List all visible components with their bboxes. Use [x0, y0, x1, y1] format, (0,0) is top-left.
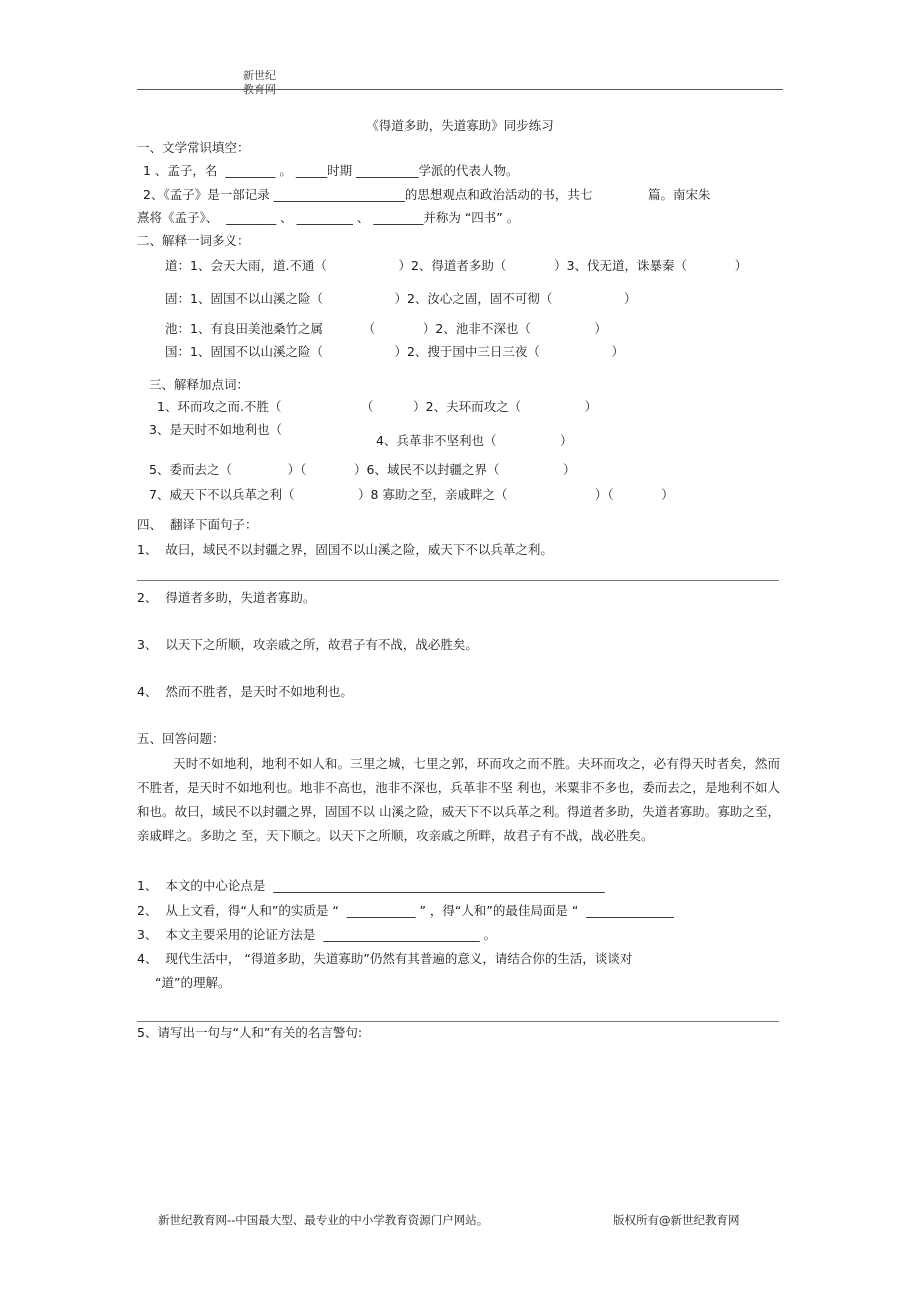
answer-question-5: 5、请写出一句与“人和”有关的名言警句:: [137, 1025, 363, 1040]
logo-line-1: 新世纪: [243, 69, 276, 82]
answer-question-4-cont: “道”的理解。: [155, 975, 231, 990]
translate-item-1: 1、 故曰，域民不以封疆之界，固国不以山溪之险，威天下不以兵革之利。: [137, 542, 553, 557]
footer-right: 版权所有@新世纪教育网: [613, 1213, 740, 1227]
section1-heading: 一、文学常识填空：: [137, 140, 250, 155]
section3-heading: 三、解释加点词：: [149, 377, 250, 392]
page-title: 《得道多助，失道寡助》同步练习: [366, 118, 554, 133]
answer-question-3: 3、 本文主要采用的论证方法是 _________________________ 。: [137, 927, 497, 942]
polysemy-item-guo: 国：1、固国不以山溪之险（ ）2、搜于国中三日三夜（ ）: [165, 344, 624, 359]
translate-item-3: 3、 以天下之所顺，攻亲戚之所，故君子有不战，战必胜矣。: [137, 637, 478, 652]
section4-heading: 四、 翻译下面句子：: [137, 517, 258, 532]
translate-item-4: 4、 然而不胜者，是天时不如地利也。: [137, 684, 353, 699]
answer-question-1: 1、 本文的中心论点是 _____________________________________________________: [137, 878, 605, 893]
section1-question-2-line1: 2、《孟子》是一部记录 _____________________的思想观点和政治活动的书，共七 篇。南宋朱: [143, 187, 711, 202]
section5-heading: 五、回答问题：: [137, 731, 225, 746]
polysemy-item-dao: 道：1、会天大雨，道.不通（ ）2、得道者多助（ ）3、伐无道，诛暴秦（ ）: [165, 258, 748, 273]
dotted-word-item-3: 3、是天时不如地利也（: [149, 422, 282, 437]
section1-question-2-line2: 熹将《孟子》、 ________ 、 _________ 、 ________并称为 “四书” 。: [137, 210, 520, 225]
answer-question-4: 4、 现代生活中， “得道多助，失道寡助”仍然有其普遍的意义，请结合你的生活，谈谈对: [137, 951, 633, 966]
dotted-word-item-7-8: 7、威天下不以兵革之利（ ）8 寡助之至，亲戚畔之（ ）（ ）: [149, 487, 674, 502]
section2-heading: 二、解释一词多义：: [137, 233, 250, 248]
dotted-word-item-4: 4、兵革非不坚利也（ ）: [376, 433, 573, 448]
polysemy-item-chi: 池：1、有良田美池桑竹之属 （ ）2、池非不深也（ ）: [165, 321, 607, 336]
footer-left: 新世纪教育网--中国最大型、最专业的中小学教育资源门户网站。: [158, 1213, 489, 1227]
answer-line-2: [137, 1021, 779, 1022]
translate-item-2: 2、 得道者多助，失道者寡助。: [137, 590, 316, 605]
reading-passage: [137, 752, 780, 848]
answer-line-1: [137, 580, 779, 581]
answer-question-2: 2、 从上文看，得“人和”的实质是 “ ___________ ” ，得“人和”的最佳局面是 “ ______________: [137, 903, 674, 918]
section1-question-1: 1 、孟子，名 ________ 。 _____时期 __________学派的代表人物。: [143, 163, 519, 178]
logo-line-2: 教育网: [243, 83, 276, 96]
polysemy-item-gu: 固：1、固国不以山溪之险（ ）2、汝心之固，固不可彻（ ）: [165, 291, 637, 306]
dotted-word-item-1-2: 1、环而攻之而.不胜（ （ ）2、夫环而攻之（ ）: [157, 399, 598, 414]
passage-text: 天时不如地利，地利不如人和。三里之城，七里之郭，环而攻之而不胜。夫环而攻之，必有得天时者矣，然而不胜者，是天时不如地利也。地非不高也，池非不深也，兵革非不坚 利也，米粟非不多也，委而去之，是地利不如人和也。故曰，域民不以封疆之界，固国不以 山溪之险，威天下不以兵革之利。得道者多助，失道者寡助。寡助之至，亲戚畔之。多助之 至，天下顺之。以天下之所顺，攻亲戚之所畔，故君子有不战，战必胜矣。: [137, 756, 780, 843]
header-rule: [137, 89, 783, 90]
site-logo: [243, 69, 293, 97]
dotted-word-item-5-6: 5、委而去之（ ）（ ）6、域民不以封疆之界（ ）: [149, 462, 576, 477]
